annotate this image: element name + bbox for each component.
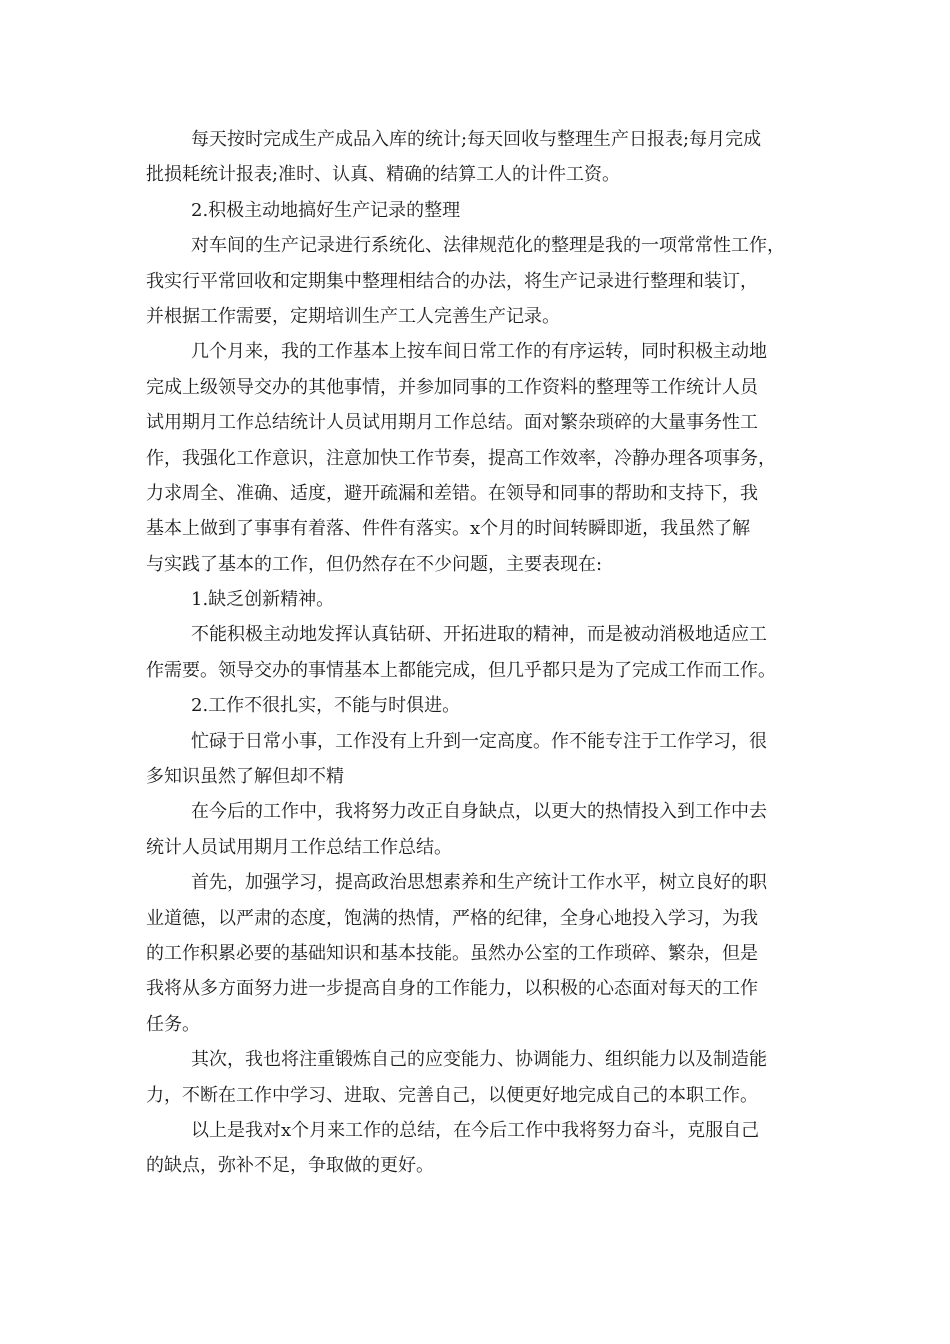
text-line: 不能积极主动地发挥认真钻研、开拓进取的精神，而是被动消极地适应工 (191, 624, 767, 646)
text-line: 忙碌于日常小事，工作没有上升到一定高度。作不能专注于工作学习，很 (191, 730, 767, 752)
text-line: 我实行平常回收和定期集中整理相结合的办法，将生产记录进行整理和装订， (146, 270, 758, 292)
text-line: 完成上级领导交办的其他事情，并参加同事的工作资料的整理等工作统计人员 (146, 376, 758, 398)
text-line: 作需要。领导交办的事情基本上都能完成，但几乎都只是为了完成工作而工作。 (146, 659, 776, 681)
text-line: 多知识虽然了解但却不精 (146, 766, 344, 788)
text-line: 作，我强化工作意识，注意加快工作节奏，提高工作效率，冷静办理各项事务， (146, 447, 776, 469)
text-line: 批损耗统计报表;准时、认真、精确的结算工人的计件工资。 (146, 164, 621, 186)
text-line: 试用期月工作总结统计人员试用期月工作总结。面对繁杂琐碎的大量事务性工 (146, 412, 758, 434)
text-line: 以上是我对x个月来工作的总结，在今后工作中我将努力奋斗，克服自己 (191, 1119, 760, 1141)
text-line: 并根据工作需要，定期培训生产工人完善生产记录。 (146, 305, 560, 327)
text-line: 统计人员试用期月工作总结工作总结。 (146, 836, 452, 858)
text-line: 的工作积累必要的基础知识和基本技能。虽然办公室的工作琐碎、繁杂，但是 (146, 942, 758, 964)
text-line: 任务。 (146, 1013, 200, 1035)
text-line: 与实践了基本的工作，但仍然存在不少问题，主要表现在: (146, 553, 603, 575)
document-body (146, 122, 821, 1184)
text-line: 基本上做到了事事有着落、件件有落实。x个月的时间转瞬即逝，我虽然了解 (146, 518, 751, 540)
text-line: 力求周全、准确、适度，避开疏漏和差错。在领导和同事的帮助和支持下，我 (146, 482, 758, 504)
section-heading: 2.积极主动地搞好生产记录的整理 (191, 199, 461, 221)
section-heading: 1.缺乏创新精神。 (191, 589, 335, 611)
text-line: 业道德，以严肃的态度，饱满的热情，严格的纪律，全身心地投入学习，为我 (146, 907, 758, 929)
text-line: 其次，我也将注重锻炼自己的应变能力、协调能力、组织能力以及制造能 (191, 1049, 767, 1071)
text-line: 对车间的生产记录进行系统化、法律规范化的整理是我的一项常常性工作， (191, 235, 785, 257)
text-line: 几个月来，我的工作基本上按车间日常工作的有序运转，同时积极主动地 (191, 341, 767, 363)
text-line: 的缺点，弥补不足，争取做的更好。 (146, 1155, 434, 1177)
text-line: 每天按时完成生产成品入库的统计;每天回收与整理生产日报表;每月完成 (191, 129, 762, 150)
text-line: 我将从多方面努力进一步提高自身的工作能力，以积极的心态面对每天的工作 (146, 978, 758, 1000)
text-line: 力，不断在工作中学习、进取、完善自己，以便更好地完成自己的本职工作。 (146, 1084, 758, 1106)
text-line: 在今后的工作中，我将努力改正自身缺点，以更大的热情投入到工作中去 (191, 801, 767, 823)
section-heading: 2.工作不很扎实，不能与时俱进。 (191, 695, 461, 717)
text-line: 首先，加强学习，提高政治思想素养和生产统计工作水平，树立良好的职 (191, 872, 767, 894)
